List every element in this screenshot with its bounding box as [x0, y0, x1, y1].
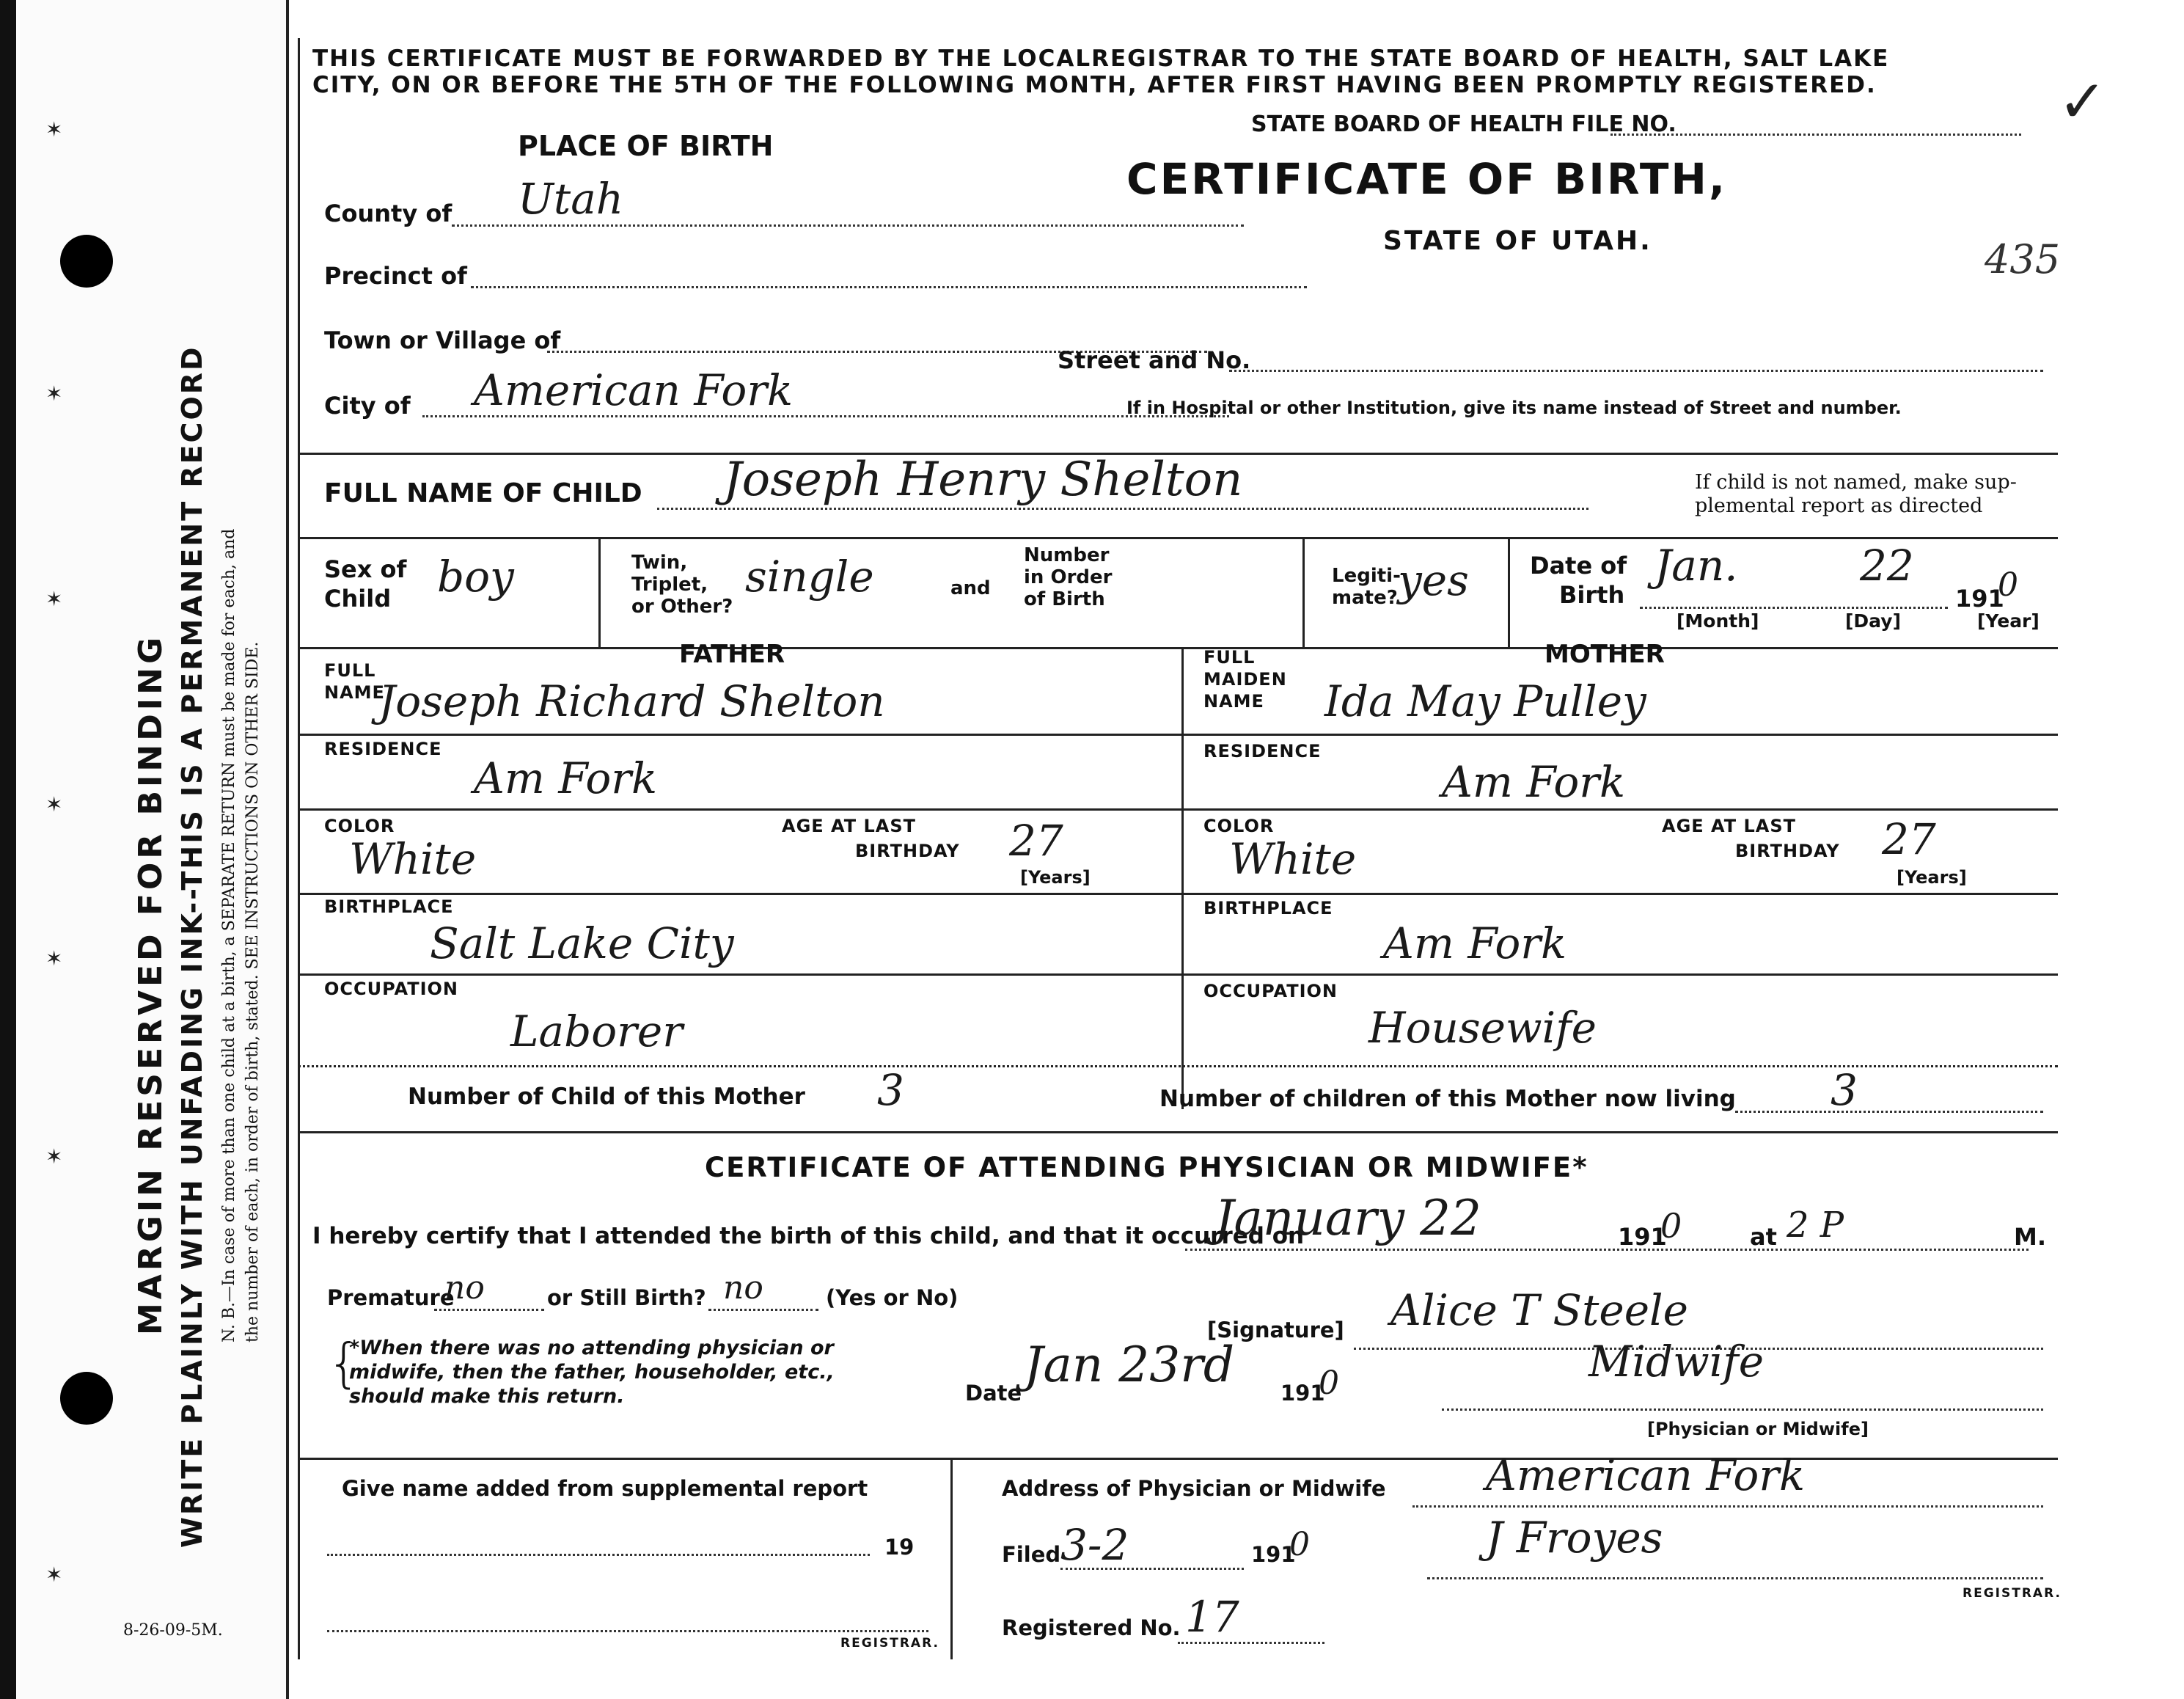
- checkmark-icon: ✓: [2058, 67, 2108, 136]
- mother-full-label: FULL: [1203, 647, 1256, 668]
- signed-date-value: Jan 23rd: [1024, 1337, 1235, 1393]
- divider: [1181, 893, 2058, 895]
- nb-note-line1: N. B.—In case of more than one child at a birth, a SEPARATE RETURN must be made for each, and: [220, 528, 238, 1342]
- mother-color-value: White: [1229, 834, 1357, 884]
- divider: [298, 537, 2058, 539]
- county-label: County of: [324, 200, 452, 227]
- binding-text: MARGIN RESERVED FOR BINDING: [132, 633, 169, 1335]
- father-age-value: 27: [1009, 816, 1063, 866]
- form-left-border: [298, 38, 300, 1659]
- divider: [1181, 734, 2058, 736]
- father-name-value: Joseph Richard Shelton: [378, 676, 885, 726]
- child-name-label: FULL NAME OF CHILD: [324, 478, 642, 508]
- supplemental-year: 19: [884, 1535, 915, 1560]
- dob-label-line1: Date of: [1530, 552, 1627, 580]
- at-label: at: [1750, 1223, 1777, 1251]
- divider: [298, 808, 1181, 811]
- forwarding-notice-line1: THIS CERTIFICATE MUST BE FORWARDED BY THE LOCALREGISTRAR TO THE STATE BOARD OF HEALTH, SALT LAKE: [312, 45, 1890, 72]
- mother-residence-label: RESIDENCE: [1203, 741, 1322, 761]
- father-residence-label: RESIDENCE: [324, 739, 442, 759]
- note-line2: midwife, then the father, householder, etc.,: [349, 1361, 835, 1384]
- order-label-line1: Number: [1024, 544, 1110, 566]
- registrar-signature: J Froyes: [1486, 1513, 1663, 1563]
- margin-file-number: 435: [1985, 236, 2061, 282]
- and-label: and: [950, 577, 991, 599]
- father-birthplace-label: BIRTHPLACE: [324, 896, 454, 917]
- mother-age-label-line2: BIRTHDAY: [1735, 841, 1840, 861]
- precinct-label: Precinct of: [324, 262, 467, 290]
- dob-label-line2: Birth: [1559, 581, 1625, 609]
- form-code: 8-26-09-5M.: [123, 1621, 223, 1640]
- father-color-label: COLOR: [324, 816, 395, 836]
- sex-label-line2: Child: [324, 585, 392, 613]
- birth-year-prefix: 191: [1618, 1223, 1667, 1251]
- signature-value: Alice T Steele: [1390, 1285, 1688, 1335]
- town-label: Town or Village of: [324, 326, 561, 354]
- order-label-line2: in Order: [1024, 566, 1113, 588]
- divider: [1181, 808, 2058, 811]
- certificate-title: CERTIFICATE OF BIRTH,: [1126, 154, 1728, 204]
- margin-mark: ✶: [45, 792, 63, 816]
- order-label-line3: of Birth: [1024, 588, 1105, 610]
- brace-icon: {: [327, 1332, 361, 1394]
- binding-margin: [0, 0, 289, 1699]
- divider: [1302, 537, 1305, 647]
- premature-line: [434, 1309, 544, 1311]
- mother-name-value: Ida May Pulley: [1324, 676, 1646, 726]
- father-occupation-value: Laborer: [510, 1006, 683, 1056]
- mother-years-caption: [Years]: [1897, 867, 1967, 888]
- divider: [950, 1458, 953, 1659]
- mother-name-label: NAME: [1203, 691, 1264, 712]
- birth-time-value: 2 P: [1787, 1205, 1844, 1246]
- registrar-left-line: [327, 1630, 928, 1632]
- role-value: Midwife: [1588, 1337, 1765, 1386]
- child-number-label: Number of Child of this Mother: [408, 1084, 805, 1110]
- filed-label: Filed: [1002, 1542, 1061, 1567]
- mother-occupation-value: Housewife: [1368, 1003, 1597, 1053]
- margin-mark: ✶: [45, 381, 63, 406]
- divider: [1181, 973, 2058, 976]
- file-no-line: [1610, 134, 2021, 136]
- father-age-label-line1: AGE AT LAST: [782, 816, 916, 836]
- child-name-value: Joseph Henry Shelton: [723, 453, 1243, 507]
- twin-label-line2: Triplet,: [631, 574, 708, 596]
- twin-label-line3: or Other?: [631, 596, 733, 618]
- signed-year-suffix: 0: [1319, 1364, 1339, 1402]
- city-value: American Fork: [474, 365, 794, 415]
- premature-value: no: [444, 1269, 485, 1307]
- supplemental-line: [327, 1554, 870, 1556]
- street-line: [1229, 370, 2043, 372]
- mother-color-label: COLOR: [1203, 816, 1275, 836]
- divider: [298, 647, 2058, 649]
- divider: [298, 973, 1181, 976]
- year-caption: [Year]: [1977, 610, 2040, 632]
- father-heading: FATHER: [679, 640, 785, 669]
- registrar-caption-right: REGISTRAR.: [1963, 1586, 2062, 1601]
- stillbirth-label: or Still Birth?: [547, 1285, 706, 1310]
- margin-mark: ✶: [45, 117, 63, 142]
- filed-line: [1060, 1568, 1244, 1570]
- forwarding-notice-line2: CITY, ON OR BEFORE THE 5TH OF THE FOLLOWING MONTH, AFTER FIRST HAVING BEEN PROMPTLY REGISTERED.: [312, 72, 1877, 98]
- unnamed-note-line2: plemental report as directed: [1695, 494, 1983, 517]
- twin-value: single: [745, 552, 874, 602]
- precinct-line: [471, 286, 1307, 288]
- legit-label-line2: mate?: [1332, 587, 1398, 609]
- dob-year-suffix: 0: [1998, 566, 2018, 604]
- city-label: City of: [324, 392, 411, 420]
- registered-line: [1178, 1642, 1324, 1644]
- child-number-value: 3: [877, 1065, 904, 1115]
- state-name: STATE OF UTAH.: [1383, 226, 1652, 256]
- signature-label: [Signature]: [1207, 1318, 1344, 1342]
- mother-age-value: 27: [1882, 814, 1936, 864]
- street-label: Street and No.: [1058, 346, 1251, 374]
- children-living-line: [1735, 1111, 2043, 1113]
- dob-day-value: 22: [1860, 541, 1914, 591]
- legit-label-line1: Legiti-: [1332, 565, 1401, 587]
- month-caption: [Month]: [1677, 610, 1759, 632]
- nb-note-line2: the number of each, in order of birth, stated. SEE INSTRUCTIONS ON OTHER SIDE.: [243, 641, 262, 1342]
- parents-divider: [1181, 647, 1184, 1109]
- father-name-label: NAME: [324, 682, 385, 703]
- m-label: M.: [2014, 1223, 2046, 1251]
- registered-label: Registered No.: [1002, 1615, 1181, 1640]
- divider: [1508, 537, 1510, 647]
- divider: [298, 734, 1181, 736]
- registered-value: 17: [1185, 1592, 1239, 1642]
- registrar-caption-left: REGISTRAR.: [840, 1636, 939, 1651]
- place-of-birth-heading: PLACE OF BIRTH: [518, 130, 774, 162]
- father-color-value: White: [349, 834, 477, 884]
- mother-heading: MOTHER: [1544, 640, 1665, 669]
- stillbirth-value: no: [723, 1269, 763, 1307]
- address-label: Address of Physician or Midwife: [1002, 1476, 1386, 1501]
- father-age-label-line2: BIRTHDAY: [855, 841, 960, 861]
- father-occupation-label: OCCUPATION: [324, 979, 459, 999]
- scan-edge: [0, 0, 16, 1699]
- mother-residence-value: Am Fork: [1442, 757, 1626, 807]
- father-birthplace-value: Salt Lake City: [430, 918, 734, 968]
- supplemental-label: Give name added from supplemental report: [342, 1476, 868, 1501]
- birth-year-suffix: 0: [1660, 1206, 1682, 1246]
- mother-maiden-label: MAIDEN: [1203, 669, 1287, 690]
- father-residence-value: Am Fork: [474, 753, 658, 803]
- yes-no-label: (Yes or No): [826, 1285, 959, 1310]
- sex-value: boy: [437, 552, 514, 602]
- filed-year-suffix: 0: [1289, 1526, 1310, 1563]
- ink-warning-text: WRITE PLAINLY WITH UNFADING INK--THIS IS A PERMANENT RECORD: [176, 345, 208, 1548]
- divider: [298, 893, 1181, 895]
- certify-text: I hereby certify that I attended the birth of this child, and that it occurred on: [312, 1223, 1305, 1249]
- address-value: American Fork: [1486, 1450, 1806, 1500]
- margin-mark: ✶: [45, 1563, 63, 1587]
- dob-month-value: Jan.: [1655, 541, 1738, 591]
- hospital-note: If in Hospital or other Institution, give its name instead of Street and number.: [1126, 398, 1902, 418]
- signed-year-prefix: 191: [1280, 1381, 1325, 1406]
- divider: [298, 1131, 2058, 1133]
- child-name-line: [657, 508, 1588, 510]
- address-line: [1412, 1505, 2043, 1508]
- city-line: [422, 415, 1229, 417]
- birth-certificate-form: [298, 38, 2108, 1659]
- twin-label-line1: Twin,: [631, 552, 688, 574]
- mother-birthplace-value: Am Fork: [1383, 918, 1567, 968]
- note-line1: *When there was no attending physician or: [349, 1337, 834, 1359]
- role-caption: [Physician or Midwife]: [1647, 1419, 1869, 1439]
- punch-hole-top: [60, 235, 113, 288]
- margin-mark: ✶: [45, 1144, 63, 1169]
- stillbirth-line: [708, 1309, 818, 1311]
- dob-line: [1640, 607, 1948, 609]
- filed-value: 3-2: [1060, 1520, 1129, 1570]
- physician-heading: CERTIFICATE OF ATTENDING PHYSICIAN OR MIDWIFE*: [705, 1152, 1588, 1183]
- punch-hole-bottom: [60, 1372, 113, 1425]
- date-label: Date: [965, 1381, 1022, 1406]
- margin-mark: ✶: [45, 946, 63, 971]
- children-living-label: Number of children of this Mother now living: [1159, 1086, 1736, 1112]
- occurred-line: [1185, 1249, 2029, 1251]
- mother-occupation-label: OCCUPATION: [1203, 981, 1338, 1001]
- premature-label: Premature: [327, 1285, 455, 1310]
- divider: [298, 1065, 2058, 1067]
- unnamed-note-line1: If child is not named, make sup-: [1695, 471, 2017, 494]
- father-years-caption: [Years]: [1020, 867, 1091, 888]
- file-no-label: STATE BOARD OF HEALTH FILE NO.: [1251, 112, 1677, 137]
- father-full-label: FULL: [324, 660, 376, 681]
- dob-year-prefix: 191: [1955, 585, 2004, 613]
- registrar-right-line: [1427, 1577, 2043, 1579]
- birth-date-value: January 22: [1214, 1190, 1481, 1246]
- day-caption: [Day]: [1845, 610, 1902, 632]
- divider: [598, 537, 601, 647]
- note-line3: should make this return.: [349, 1385, 625, 1408]
- mother-birthplace-label: BIRTHPLACE: [1203, 898, 1333, 918]
- legitimate-value: yes: [1398, 555, 1469, 605]
- role-line: [1442, 1408, 2043, 1411]
- sex-label-line1: Sex of: [324, 555, 407, 583]
- county-line: [452, 224, 1244, 227]
- margin-mark: ✶: [45, 587, 63, 611]
- county-value: Utah: [518, 174, 624, 224]
- children-living-value: 3: [1831, 1065, 1858, 1115]
- mother-age-label-line1: AGE AT LAST: [1662, 816, 1796, 836]
- filed-year-prefix: 191: [1251, 1542, 1296, 1567]
